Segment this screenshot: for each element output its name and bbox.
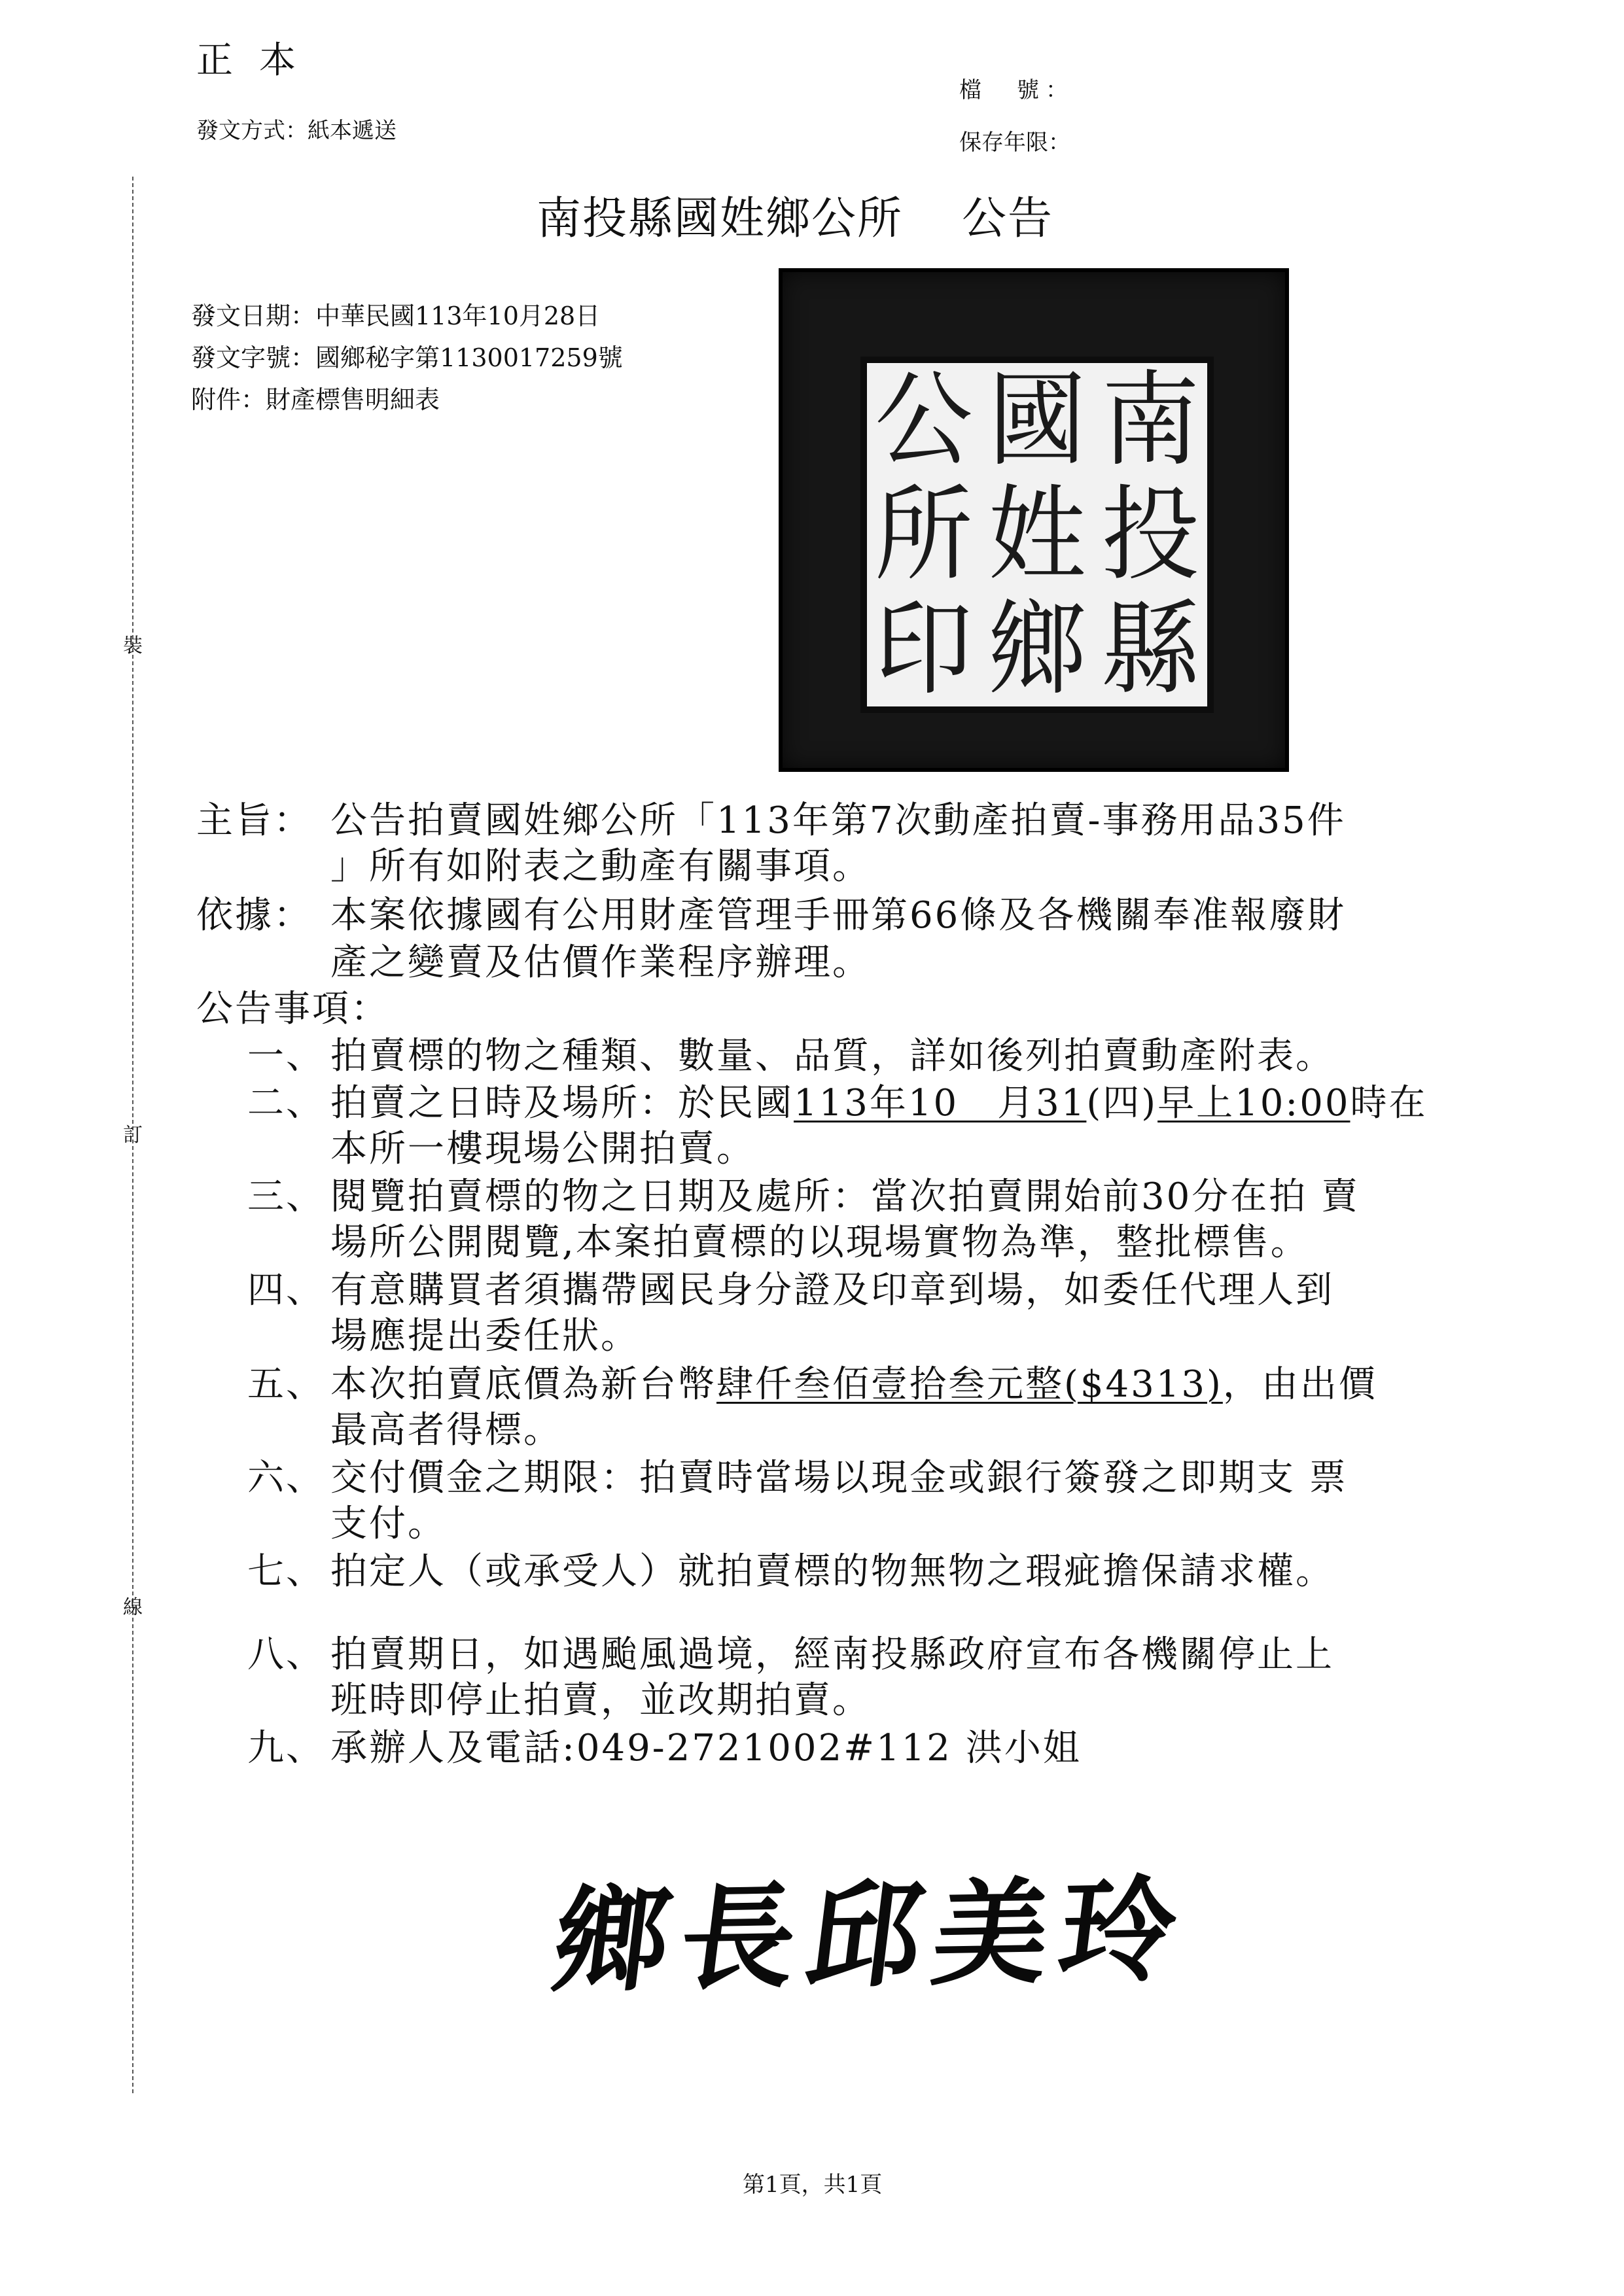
item-text: 本次拍賣底價為新台幣肆仟叁佰壹拾叁元整($4313)，由出價 [330,1363,1377,1406]
item-text: 閱覽拍賣標的物之日期及處所：當次拍賣開始前30分在拍 賣 [330,1175,1360,1218]
item-text: 場應提出委任狀。 [330,1315,639,1357]
announcement-items-heading: 公告事項： [196,988,389,1030]
send-method: 發文方式：紙本遞送 [196,118,397,144]
item-text: 最高者得標。 [330,1409,562,1452]
document-type: 公告 [962,193,1054,245]
reserve-price: 肆仟叁佰壹拾叁元整($4313) [716,1363,1223,1406]
item-number: 九、 [247,1727,325,1769]
seal-char: 公 [874,360,973,480]
auction-time: 早上10:00 [1157,1082,1350,1124]
document-number: 發文字號：國鄉秘字第1130017259號 [191,343,623,372]
item-text: 拍賣之日時及場所：於民國113年10 月31(四)早上10:00時在 [330,1082,1428,1124]
item-text: 班時即停止拍賣，並改期拍賣。 [330,1679,871,1722]
item-number: 三、 [247,1175,325,1218]
binding-mark-3: 線 [123,1596,143,1619]
seal-char: 鄉 [987,589,1086,709]
item-text: 拍賣標的物之種類、數量、品質，詳如後列拍賣動產附表。 [330,1035,1334,1077]
subject-line-1: 公告拍賣國姓鄉公所「113年第7次動產拍賣-事務用品35件 [330,799,1346,842]
document-title [537,183,1053,247]
agency-name: 南投縣國姓鄉公所 [537,193,904,245]
page-number: 第1頁，共1頁 [743,2172,883,2198]
seal-char: 南 [1101,360,1200,480]
basis-line-1: 本案依據國有公用財產管理手冊第66條及各機關奉准報廢財 [330,894,1347,937]
seal-char: 投 [1101,475,1200,595]
seal-characters [860,357,1214,713]
seal-char: 國 [987,360,1086,480]
item-text: 有意購買者須攜帶國民身分證及印章到場，如委任代理人到 [330,1269,1334,1312]
retention-period-label: 保存年限： [959,130,1070,156]
item-text: 本所一樓現場公開拍賣。 [330,1128,755,1170]
binding-mark-1: 裝 [123,635,143,657]
item-number: 七、 [247,1550,325,1593]
item-number: 二、 [247,1082,325,1124]
seal-char: 姓 [987,475,1086,595]
item-number: 一、 [247,1035,325,1077]
item-text: 支付。 [330,1503,446,1545]
seal-char: 印 [874,589,973,709]
item-text: 場所公開閱覽,本案拍賣標的以現場實物為準，整批標售。 [330,1221,1309,1264]
subject-label: 主旨： [196,799,312,842]
item-text: 拍定人（或承受人）就拍賣標的物無物之瑕疵擔保請求權。 [330,1550,1334,1593]
item-text: 承辦人及電話:049-2721002#112 洪小姐 [330,1727,1082,1769]
township-chief-signature: 鄉長邱美玲 [546,1863,1196,2009]
item-number: 四、 [247,1269,325,1312]
binding-mark-2: 訂 [123,1124,143,1147]
item-text: 交付價金之期限：拍賣時當場以現金或銀行簽發之即期支 票 [330,1457,1348,1499]
item-number: 六、 [247,1457,325,1499]
attachment: 附件：財產標售明細表 [191,385,440,414]
seal-char: 所 [874,475,973,595]
issue-date: 發文日期：中華民國113年10月28日 [191,302,601,330]
basis-line-2: 產之變賣及估價作業程序辦理。 [330,941,871,984]
basis-label: 依據： [196,894,312,937]
item-number: 五、 [247,1363,325,1406]
seal-char: 縣 [1101,589,1200,709]
official-seal [779,268,1289,772]
original-copy-mark: 正本 [196,39,322,82]
item-text: 拍賣期日，如遇颱風過境，經南投縣政府宣布各機關停止上 [330,1633,1334,1676]
subject-line-2: 」所有如附表之動產有關事項。 [330,845,871,888]
auction-date: 113年10 月31 [794,1082,1087,1124]
file-number-label: 檔 號： [959,77,1074,103]
item-number: 八、 [247,1633,325,1676]
